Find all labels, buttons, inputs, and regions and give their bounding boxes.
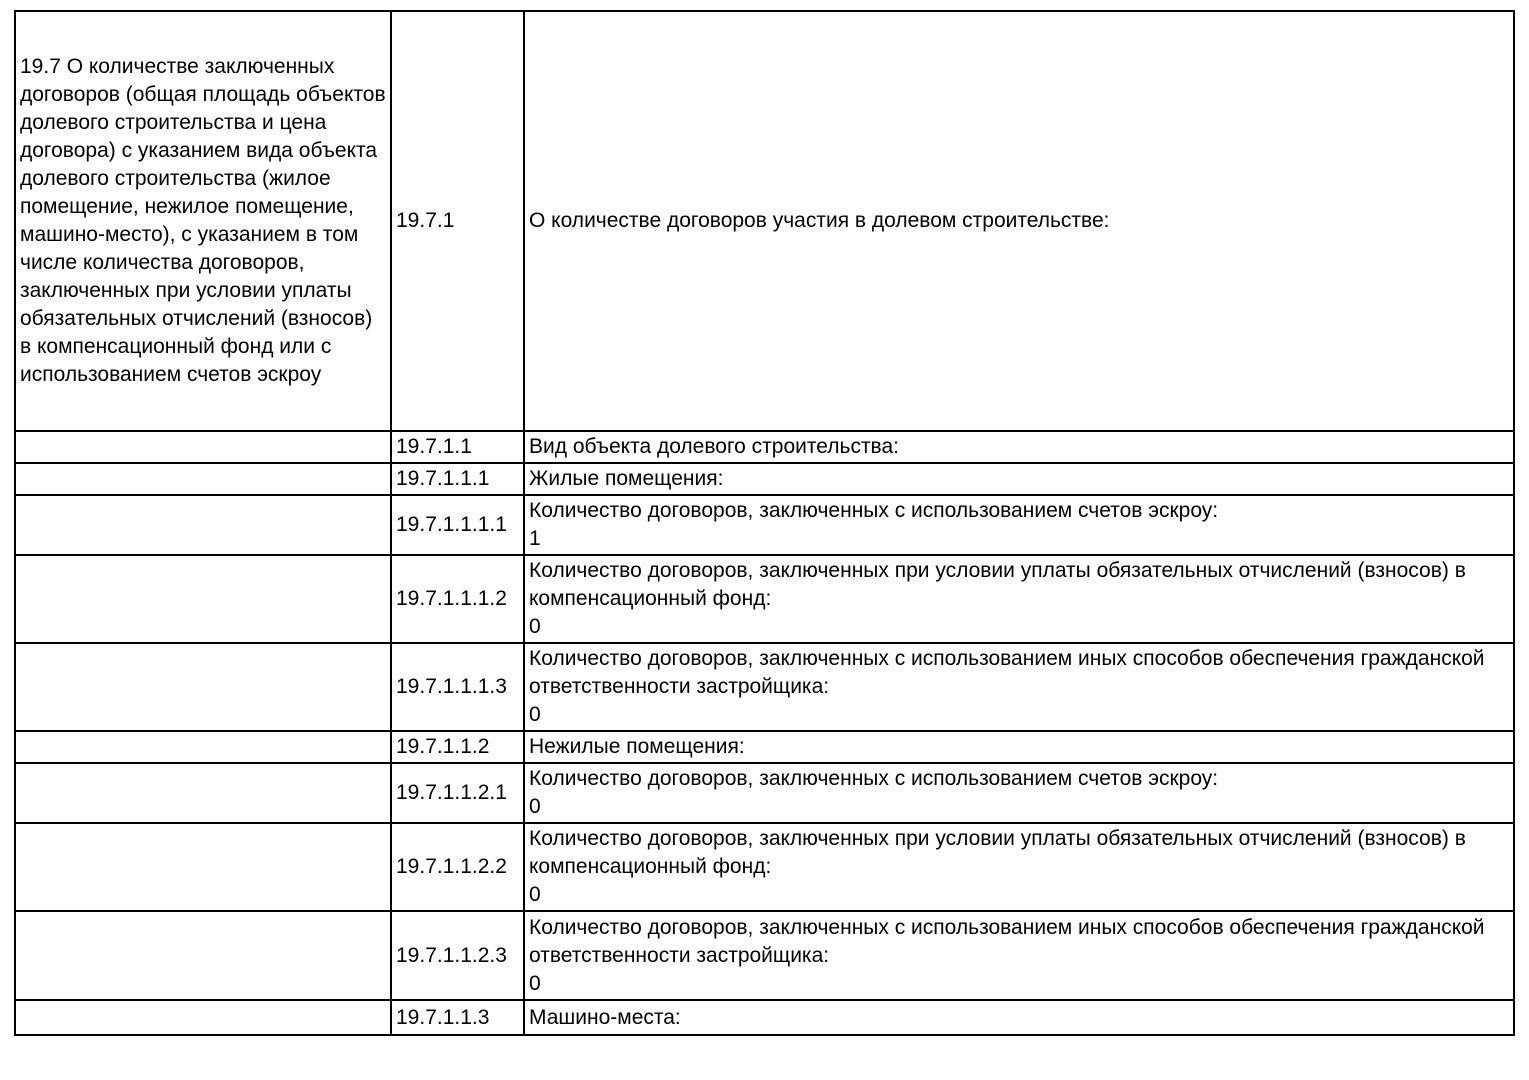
row-label: Вид объекта долевого строительства: — [529, 435, 899, 458]
row-value: 0 — [529, 971, 541, 995]
section-cell — [15, 763, 391, 823]
row-label: О количестве договоров участия в долевом строительстве: — [529, 209, 1110, 232]
table-row — [15, 495, 1514, 555]
content-cell — [524, 11, 1514, 431]
row-label: Машино-места: — [529, 1005, 681, 1029]
section-cell — [15, 823, 391, 911]
code-cell: 19.7.1.1.2.3 — [391, 911, 524, 1000]
section-cell — [15, 1000, 391, 1035]
content-cell — [524, 555, 1514, 643]
section-cell: 19.7 О количестве заключенных договоров (общая площадь объектов долевого строительства и цена договора) с указанием вида объекта долевого строительства (жилое помещение, нежилое помещение, машино-место), с указанием в том числе количества договоров, заключенных при условии уплаты обязательных отчислений (взносов) в компенсационный фонд или с использованием счетов эскроу — [15, 11, 391, 431]
code-cell: 19.7.1.1.1.3 — [391, 643, 524, 731]
content-cell — [524, 495, 1514, 555]
code-cell: 19.7.1.1.1.1 — [391, 495, 524, 555]
row-value: 0 — [529, 795, 541, 818]
code-cell: 19.7.1.1 — [391, 431, 524, 463]
row-value: 0 — [529, 615, 541, 638]
table-row — [15, 11, 1514, 431]
row-label: Количество договоров, заключенных при условии уплаты обязательных отчислений (взносов) в компенсационный фонд: — [529, 827, 1466, 878]
content-cell — [524, 823, 1514, 911]
code-cell: 19.7.1.1.3 — [391, 1000, 524, 1035]
content-cell — [524, 763, 1514, 823]
table-row — [15, 911, 1514, 1000]
table-row — [15, 763, 1514, 823]
content-cell — [524, 643, 1514, 731]
section-cell — [15, 463, 391, 495]
table-row — [15, 555, 1514, 643]
code-cell: 19.7.1.1.2.1 — [391, 763, 524, 823]
section-cell — [15, 431, 391, 463]
table-row — [15, 431, 1514, 463]
content-cell — [524, 731, 1514, 763]
code-cell: 19.7.1 — [391, 11, 524, 431]
disclosure-table — [14, 10, 1515, 1036]
content-cell — [524, 1000, 1514, 1035]
content-cell — [524, 431, 1514, 463]
row-label: Жилые помещения: — [529, 467, 724, 490]
table-row — [15, 643, 1514, 731]
section-cell — [15, 731, 391, 763]
table-row — [15, 731, 1514, 763]
row-label: Количество договоров, заключенных при условии уплаты обязательных отчислений (взносов) в компенсационный фонд: — [529, 559, 1466, 610]
section-cell — [15, 911, 391, 1000]
content-cell — [524, 911, 1514, 1000]
section-cell — [15, 643, 391, 731]
code-cell: 19.7.1.1.2.2 — [391, 823, 524, 911]
table-row — [15, 1000, 1514, 1035]
row-value: 0 — [529, 883, 541, 906]
row-value: 1 — [529, 527, 541, 550]
code-cell: 19.7.1.1.1 — [391, 463, 524, 495]
row-label: Количество договоров, заключенных с использованием иных способов обеспечения гражданской ответственности застройщика: — [529, 915, 1485, 967]
table-row — [15, 823, 1514, 911]
row-label: Количество договоров, заключенных с использованием счетов эскроу: — [529, 499, 1219, 522]
content-cell — [524, 463, 1514, 495]
code-cell: 19.7.1.1.1.2 — [391, 555, 524, 643]
section-cell — [15, 555, 391, 643]
row-label: Нежилые помещения: — [529, 735, 745, 758]
row-label: Количество договоров, заключенных с использованием иных способов обеспечения гражданской ответственности застройщика: — [529, 647, 1485, 698]
code-cell: 19.7.1.1.2 — [391, 731, 524, 763]
section-cell — [15, 495, 391, 555]
table-row — [15, 463, 1514, 495]
row-value: 0 — [529, 703, 541, 726]
row-label: Количество договоров, заключенных с использованием счетов эскроу: — [529, 767, 1219, 790]
